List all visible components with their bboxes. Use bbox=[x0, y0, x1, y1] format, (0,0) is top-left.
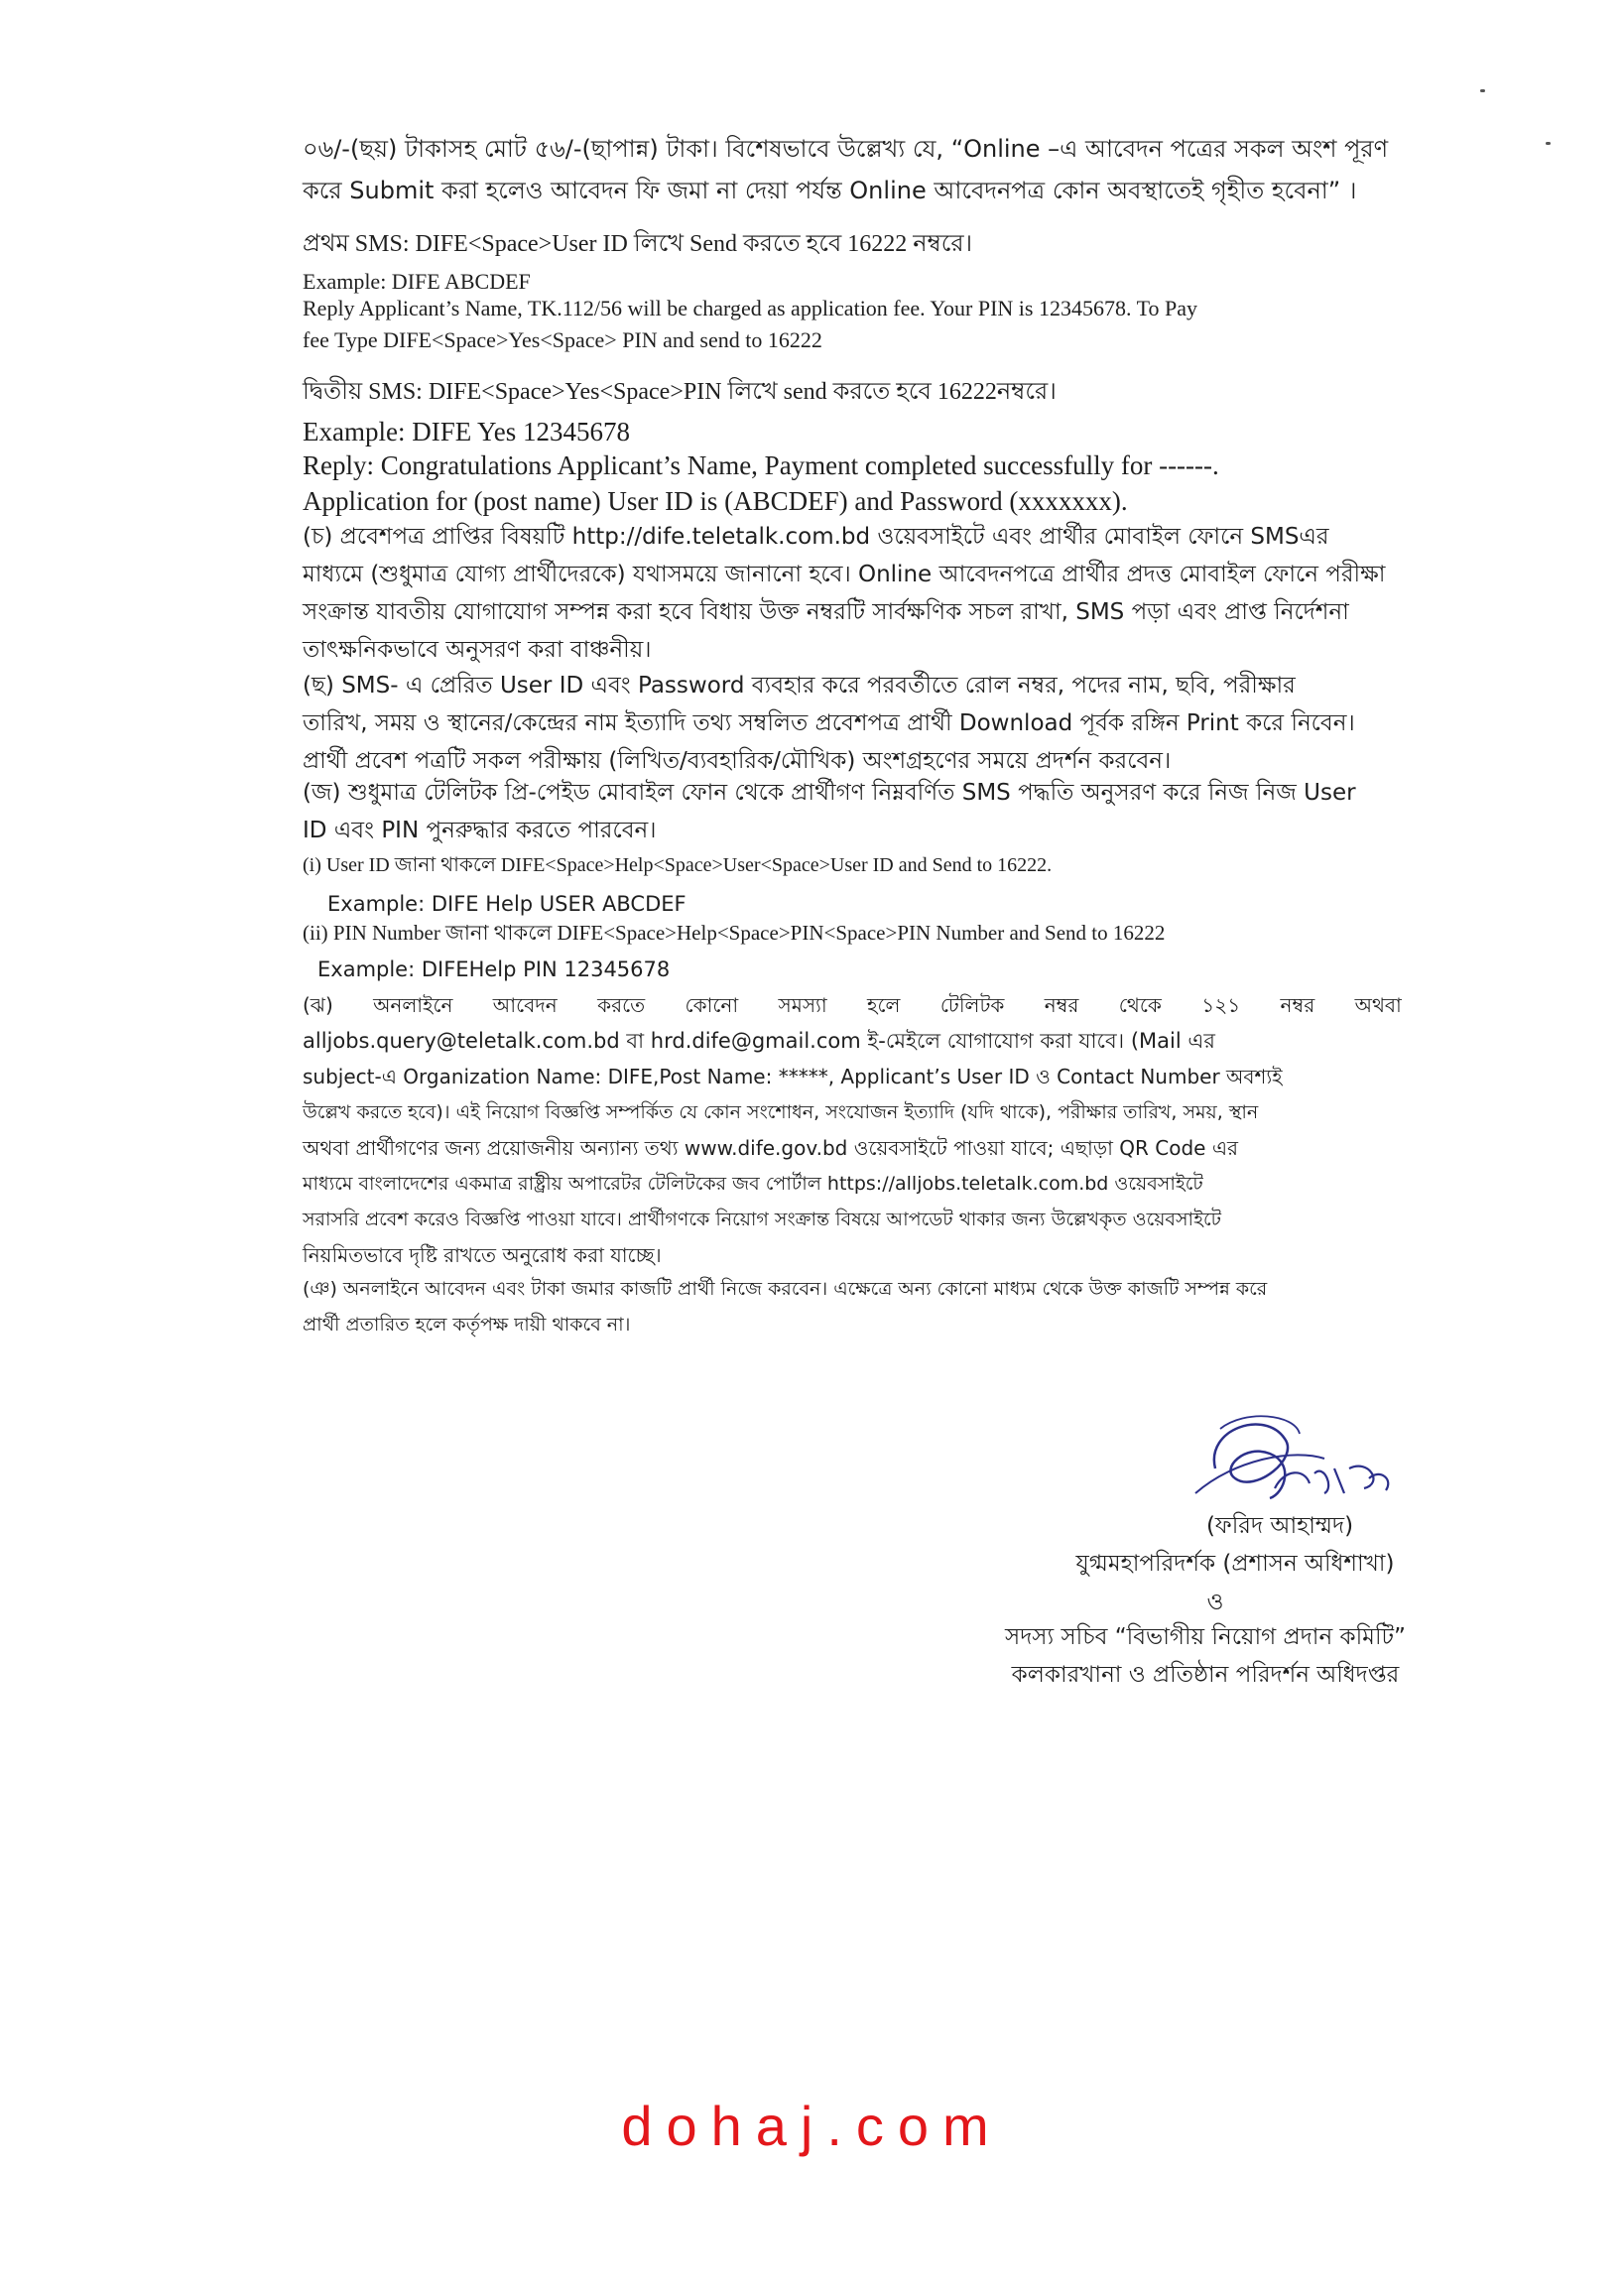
second-sms-reply-1: Reply: Congratulations Applicant’s Name, Payment completed successfully for ------. bbox=[303, 450, 1219, 480]
paragraph-jha-line: মাধ্যমে বাংলাদেশের একমাত্র রাষ্ট্রীয় অপারেটর টেলিটকের জব পোর্টাল https://alljobs.teletalk.com.bd ওয়েবসাইটে bbox=[303, 1173, 1203, 1195]
paragraph-ja bbox=[303, 774, 1434, 849]
signatory-conjunction: ও bbox=[1206, 1590, 1224, 1615]
paragraph-jha-line: subject-এ Organization Name: DIFE,Post Name: *****, Applicant’s User ID ও Contact Number অবশ্যই bbox=[303, 1065, 1283, 1088]
first-sms-reply-2: fee Type DIFE<Space>Yes<Space> PIN and send to 16222 bbox=[303, 327, 822, 352]
handwritten-signature bbox=[1176, 1399, 1404, 1518]
first-sms-reply-1: Reply Applicant’s Name, TK.112/56 will be charged as application fee. Your PIN is 12345678. To Pay bbox=[303, 296, 1197, 320]
website-watermark: dohaj.com bbox=[621, 2095, 1003, 2157]
paragraph-yo bbox=[303, 1271, 1434, 1342]
recovery-user-id: (i) User ID জানা থাকলে DIFE<Space>Help<Space>User<Space>User ID and Send to 16222. bbox=[303, 854, 1053, 876]
paragraph-jha-line: সরাসরি প্রবেশ করেও বিজ্ঞপ্তি পাওয়া যাবে। প্রার্থীগণকে নিয়োগ সংক্রান্ত বিষয়ে আপডেট থাকার জন্য উল্লেখকৃত ওয়েবসাইটে bbox=[303, 1209, 1221, 1230]
intro-line-1: ০৬/-(ছয়) টাকাসহ মোট ৫৬/-(ছাপান্ন) টাকা। বিশেষভাবে উল্লেখ্য যে, “Online –এ আবেদন পত্রের সকল অংশ পূরণ bbox=[303, 135, 1389, 163]
first-sms-example: Example: DIFE ABCDEF bbox=[303, 269, 531, 294]
paragraph-jha-line: (ঝ) অনলাইনে আবেদন করতে কোনো সমস্যা হলে টেলিটক নম্বর থেকে ১২১ নম্বর অথবা bbox=[303, 993, 1402, 1017]
paragraph-yo-line: (ঞ) অনলাইনে আবেদন এবং টাকা জমার কাজটি প্রার্থী নিজে করবেন। এক্ষেত্রে অন্য কোনো মাধ্যম থেকে উক্ত কাজটি সম্পন্ন করে bbox=[303, 1278, 1268, 1300]
first-sms-instruction: প্রথম SMS: DIFE<Space>User ID লিখে Send করতে হবে 16222 নম্বরে। bbox=[303, 231, 973, 257]
paragraph-ja-line: (জ) শুধুমাত্র টেলিটক প্রি-পেইড মোবাইল ফোন থেকে প্রার্থীগণ নিম্নবর্ণিত SMS পদ্ধতি অনুসরণ করে নিজ নিজ User bbox=[303, 780, 1356, 806]
paragraph-yo-line: প্রার্থী প্রতারিত হলে কর্তৃপক্ষ দায়ী থাকবে না। bbox=[303, 1314, 631, 1336]
paragraph-jha-line: নিয়মিতভাবে দৃষ্টি রাখতে অনুরোধ করা যাচ্ছে। bbox=[303, 1243, 662, 1267]
scan-speck bbox=[1546, 142, 1551, 145]
paragraph-jha-line: অথবা প্রার্থীগণের জন্য প্রয়োজনীয় অন্যান্য তথ্য www.dife.gov.bd ওয়েবসাইটে পাওয়া যাবে; এছাড়া QR Code এর bbox=[303, 1136, 1239, 1160]
paragraph-cha-line: তাৎক্ষনিকভাবে অনুসরণ করা বাঞ্চনীয়। bbox=[303, 637, 652, 663]
second-sms-reply-2: Application for (post name) User ID is (ABCDEF) and Password (xxxxxxx). bbox=[303, 486, 1128, 516]
signatory-role: সদস্য সচিব “বিভাগীয় নিয়োগ প্রদান কমিটি” bbox=[1005, 1624, 1406, 1650]
signatory-title: যুগ্মমহাপরিদর্শক (প্রশাসন অধিশাখা) bbox=[1075, 1551, 1395, 1577]
paragraph-chha-line: তারিখ, সময় ও স্থানের/কেন্দ্রের নাম ইত্যাদি তথ্য সম্বলিত প্রবেশপত্র প্রার্থী Download পূর্বক রঙ্গিন Print করে নিবেন। bbox=[303, 710, 1355, 736]
paragraph-chha-line: (ছ) SMS- এ প্রেরিত User ID এবং Password ব্যবহার করে পরবর্তীতে রোল নম্বর, পদের নাম, ছবি, পরীক্ষার bbox=[303, 673, 1296, 699]
scan-speck bbox=[1480, 89, 1485, 92]
paragraph-cha-line: সংক্রান্ত যাবতীয় যোগাযোগ সম্পন্ন করা হবে বিধায় উক্ত নম্বরটি সার্বক্ষণিক সচল রাখা, SMS পড়া এবং প্রাপ্ত নির্দেশনা bbox=[303, 599, 1349, 625]
paragraph-chha-line: প্রার্থী প্রবেশ পত্রটি সকল পরীক্ষায় (লিখিত/ব্যবহারিক/মৌখিক) অংশগ্রহণের সময়ে প্রদর্শন করবেন। bbox=[303, 748, 1172, 774]
paragraph-chha bbox=[303, 667, 1434, 780]
paragraph-ja-line: ID এবং PIN পুনরুদ্ধার করতে পারবেন। bbox=[303, 818, 657, 843]
signatory-name: (ফরিদ আহাম্মদ) bbox=[1205, 1513, 1354, 1539]
recovery-user-id-example: Example: DIFE Help USER ABCDEF bbox=[327, 892, 687, 916]
recovery-pin-example: Example: DIFEHelp PIN 12345678 bbox=[317, 957, 671, 981]
paragraph-cha-line: (চ) প্রবেশপত্র প্রাপ্তির বিষয়টি http://dife.teletalk.com.bd ওয়েবসাইটে এবং প্রার্থীর মোবাইল ফোনে SMSএর bbox=[303, 524, 1329, 550]
second-sms-example: Example: DIFE Yes 12345678 bbox=[303, 417, 630, 446]
paragraph-cha bbox=[303, 518, 1434, 669]
second-sms-instruction: দ্বিতীয় SMS: DIFE<Space>Yes<Space>PIN লিখে send করতে হবে 16222নম্বরে। bbox=[303, 379, 1057, 405]
paragraph-jha bbox=[303, 987, 1434, 1273]
intro-line-2: করে Submit করা হলেও আবেদন ফি জমা না দেয়া পর্যন্ত Online আবেদনপত্র কোন অবস্থাতেই গৃহীত হবেনা” । bbox=[303, 177, 1357, 204]
paragraph-cha-line: মাধ্যমে (শুধুমাত্র যোগ্য প্রার্থীদেরকে) যথাসময়ে জানানো হবে। Online আবেদনপত্রে প্রার্থীর প্রদত্ত মোবাইল ফোনে পরীক্ষা bbox=[303, 562, 1386, 587]
paragraph-jha-line: উল্লেখ করতে হবে)। এই নিয়োগ বিজ্ঞপ্তি সম্পর্কিত যে কোন সংশোধন, সংযোজন ইত্যাদি (যদি থাকে), পরীক্ষার তারিখ, সময়, স্থান bbox=[303, 1101, 1259, 1123]
recovery-pin: (ii) PIN Number জানা থাকলে DIFE<Space>Help<Space>PIN<Space>PIN Number and Send to 16222 bbox=[303, 921, 1166, 945]
signatory-office: কলকারখানা ও প্রতিষ্ঠান পরিদর্শন অধিদপ্তর bbox=[1011, 1662, 1400, 1688]
paragraph-jha-line: alljobs.query@teletalk.com.bd বা hrd.dife@gmail.com ই-মেইলে যোগাযোগ করা যাবে। (Mail এর bbox=[303, 1029, 1215, 1053]
